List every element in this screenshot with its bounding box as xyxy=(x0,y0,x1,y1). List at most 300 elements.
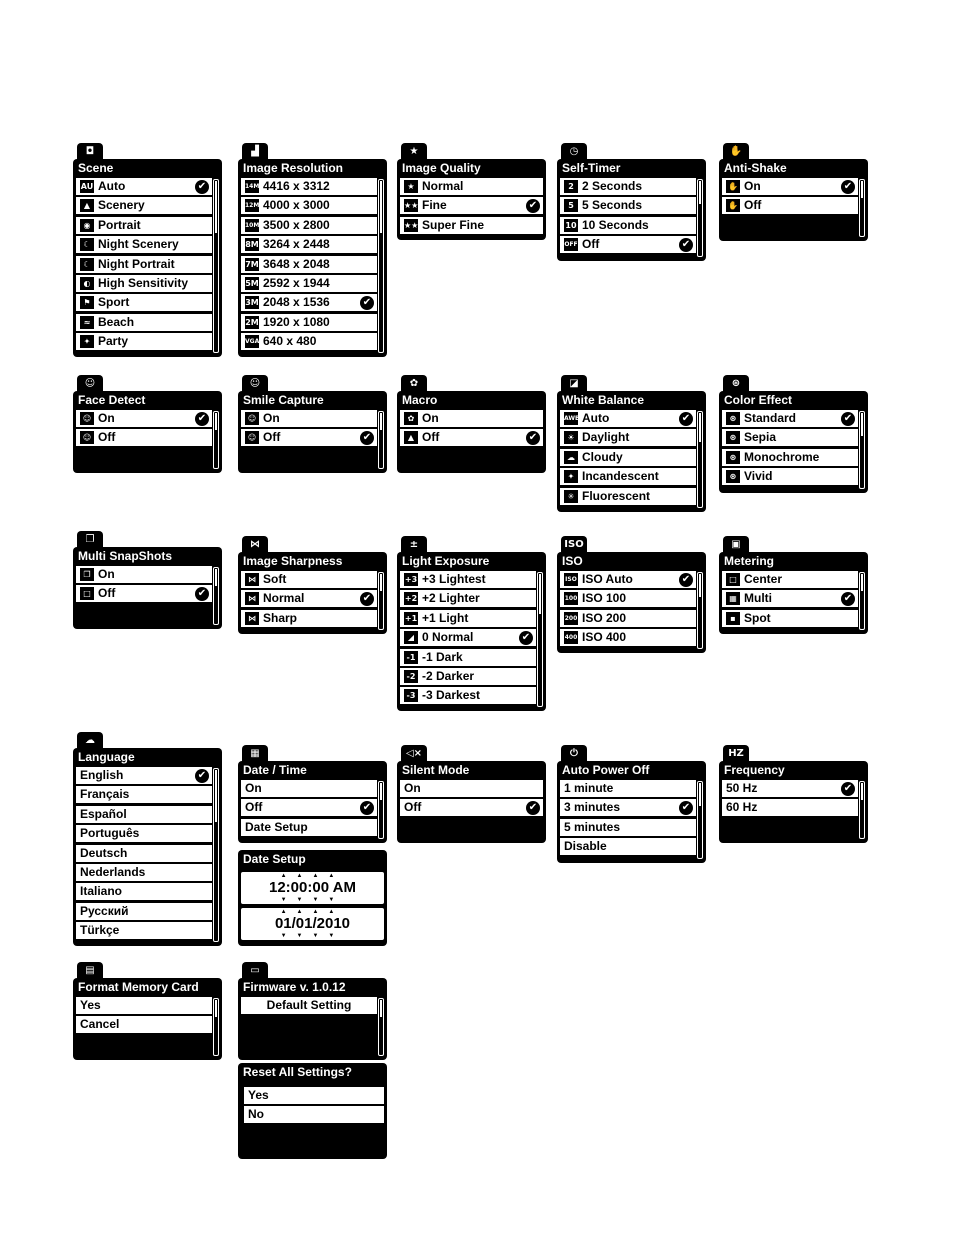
check-icon: ✔ xyxy=(679,801,693,815)
check-icon: ✔ xyxy=(526,199,540,213)
light-exposure-option-label: -3 Darkest xyxy=(422,688,481,703)
auto-power-off-option-label: 5 minutes xyxy=(564,819,621,834)
scene-option-label: Night Portrait xyxy=(98,256,175,271)
language-option-label: Italiano xyxy=(80,884,123,899)
white-balance-option-label: Auto xyxy=(582,411,610,425)
auto-power-off-scrollbar[interactable] xyxy=(697,781,703,859)
image-sharpness-option-normal[interactable] xyxy=(241,590,377,607)
check-icon: ✔ xyxy=(195,412,209,426)
image-resolution-option-3264-x-2448[interactable] xyxy=(241,236,377,253)
smile-capture-item-list xyxy=(241,410,377,449)
light-exposure-option--1-light[interactable] xyxy=(400,610,536,627)
self-timer-option-label: 10 Seconds xyxy=(582,217,649,232)
scene-option-icon: ✦ xyxy=(80,335,94,348)
frequency-item-list xyxy=(722,780,858,819)
color-effect-option-standard[interactable] xyxy=(722,410,858,427)
date-setup-date-field[interactable] xyxy=(241,908,384,940)
image-resolution-option-2592-x-1944[interactable] xyxy=(241,275,377,292)
white-balance-option-incandescent[interactable] xyxy=(560,468,696,485)
light-exposure-option-0-normal[interactable] xyxy=(400,629,536,646)
color-effect-scrollbar[interactable] xyxy=(859,411,865,489)
language-option-nederlands[interactable] xyxy=(76,864,212,881)
iso-title: ISO xyxy=(562,554,583,568)
frequency-menu xyxy=(719,747,868,843)
iso-option-iso-200[interactable] xyxy=(560,610,696,627)
scene-option-portrait[interactable] xyxy=(76,217,212,234)
format-memory-card-option-label: Cancel xyxy=(80,1017,120,1032)
scene-option-beach[interactable] xyxy=(76,314,212,331)
multi-snapshots-option-on[interactable] xyxy=(76,566,212,583)
language-option-label: Nederlands xyxy=(80,864,146,879)
light-exposure-option-icon: +2 xyxy=(404,594,418,604)
check-icon: ✔ xyxy=(519,631,533,645)
date-setup-time-value: 12:00:00 AM xyxy=(269,879,356,896)
auto-power-off-option-disable[interactable] xyxy=(560,838,696,855)
date-time-menu xyxy=(238,747,387,843)
white-balance-item-list xyxy=(560,410,696,507)
date-time-title: Date / Time xyxy=(243,763,307,777)
scene-option-icon: ◉ xyxy=(80,219,94,232)
anti-shake-menu xyxy=(719,145,868,241)
face-detect-option-icon: ☺ xyxy=(80,431,94,444)
white-balance-option-icon: AWB xyxy=(564,412,578,425)
image-sharpness-item-list xyxy=(241,571,377,629)
iso-option-label: ISO 100 xyxy=(582,591,627,606)
reset-all-menu xyxy=(238,1063,387,1159)
metering-menu xyxy=(719,538,868,634)
smile-capture-scrollbar[interactable] xyxy=(378,411,384,469)
image-sharpness-option-soft[interactable] xyxy=(241,571,377,588)
anti-shake-tab-icon[interactable]: ✋ xyxy=(723,143,749,159)
metering-tab-icon[interactable]: ▣ xyxy=(723,536,749,552)
iso-scrollbar[interactable] xyxy=(697,572,703,649)
color-effect-option-label: Standard xyxy=(744,411,797,425)
white-balance-tab-icon[interactable]: ◪ xyxy=(561,375,587,391)
format-memory-card-option-cancel[interactable] xyxy=(76,1016,212,1033)
scene-option-auto[interactable] xyxy=(76,178,212,195)
image-resolution-option-icon: 5M xyxy=(245,278,259,288)
language-option-deutsch[interactable] xyxy=(76,845,212,862)
scene-option-icon: ◐ xyxy=(80,277,94,290)
scene-option-label: High Sensitivity xyxy=(98,275,189,290)
anti-shake-option-label: Off xyxy=(744,198,762,213)
light-exposure-item-list xyxy=(400,571,536,707)
check-icon: ✔ xyxy=(679,412,693,426)
language-item-list xyxy=(76,767,212,942)
light-exposure-option--3-lightest[interactable] xyxy=(400,571,536,588)
macro-option-on[interactable] xyxy=(400,410,543,427)
iso-option-icon: 100 xyxy=(564,592,578,605)
language-option-t-rk-e[interactable] xyxy=(76,922,212,939)
image-resolution-option-3500-x-2800[interactable] xyxy=(241,217,377,234)
language-option-label: Deutsch xyxy=(80,845,128,860)
format-memory-card-scrollbar[interactable] xyxy=(213,998,219,1056)
self-timer-item-list xyxy=(560,178,696,256)
down-arrow-icons[interactable]: ▼▼▼▼ xyxy=(280,933,345,939)
white-balance-option-label: Fluorescent xyxy=(582,488,651,503)
auto-power-off-option-label: 1 minute xyxy=(564,781,614,795)
auto-power-off-option-label: 3 minutes xyxy=(564,800,621,815)
metering-option-icon: ▦ xyxy=(726,592,740,605)
scene-option-high-sensitivity[interactable] xyxy=(76,275,212,292)
scene-option-night-scenery[interactable] xyxy=(76,236,212,253)
smile-capture-option-label: Off xyxy=(263,430,281,445)
reset-all-title: Reset All Settings? xyxy=(243,1065,352,1079)
metering-option-icon: ▪ xyxy=(726,612,740,625)
date-time-option-on[interactable] xyxy=(241,780,377,797)
white-balance-option-icon: ☀ xyxy=(564,431,578,444)
down-arrow-icons[interactable]: ▼▼▼▼ xyxy=(280,897,345,903)
face-detect-tab-icon[interactable]: ☺ xyxy=(77,375,103,391)
white-balance-option-auto[interactable] xyxy=(560,410,696,427)
white-balance-scrollbar[interactable] xyxy=(697,411,703,508)
self-timer-option-label: 2 Seconds xyxy=(582,179,643,193)
self-timer-title: Self-Timer xyxy=(562,161,621,175)
light-exposure-option-label: -1 Dark xyxy=(422,649,463,664)
auto-power-off-option-5-minutes[interactable] xyxy=(560,819,696,836)
multi-snapshots-title: Multi SnapShots xyxy=(78,549,172,563)
up-arrow-icons[interactable]: ▲▲▲▲ xyxy=(280,909,345,915)
language-option-english[interactable] xyxy=(76,767,212,784)
date-time-option-label: Date Setup xyxy=(245,819,308,834)
date-time-tab-icon[interactable]: ▦ xyxy=(242,745,268,761)
iso-option-icon: 200 xyxy=(564,612,578,625)
face-detect-option-off[interactable] xyxy=(76,429,212,446)
light-exposure-option-label: +1 Light xyxy=(422,610,469,625)
anti-shake-option-on[interactable] xyxy=(722,178,858,195)
format-memory-card-tab-icon[interactable]: ▤ xyxy=(77,962,103,978)
date-time-option-label: Off xyxy=(245,800,263,815)
multi-snapshots-option-label: Off xyxy=(98,586,116,601)
auto-power-off-option-3-minutes[interactable] xyxy=(560,799,696,816)
check-icon: ✔ xyxy=(360,592,374,606)
scene-option-label: Beach xyxy=(98,314,135,329)
silent-mode-option-on[interactable] xyxy=(400,780,543,797)
auto-power-off-tab-icon[interactable]: ⏻ xyxy=(561,745,587,761)
language-title: Language xyxy=(78,750,135,764)
image-resolution-option-label: 4416 x 3312 xyxy=(263,179,330,193)
iso-option-label: ISO 400 xyxy=(582,630,627,645)
firmware-menu xyxy=(238,964,387,1060)
metering-option-multi[interactable] xyxy=(722,590,858,607)
color-effect-title: Color Effect xyxy=(724,393,793,407)
image-resolution-option-icon: 8M xyxy=(245,240,259,250)
frequency-scrollbar[interactable] xyxy=(859,781,865,839)
image-resolution-option-4416-x-3312[interactable] xyxy=(241,178,377,195)
silent-mode-option-label: On xyxy=(404,781,421,795)
light-exposure-option--2-lighter[interactable] xyxy=(400,590,536,607)
language-option-portugu-s[interactable] xyxy=(76,825,212,842)
self-timer-tab-icon[interactable]: ◷ xyxy=(561,143,587,159)
reset-all-option-label: No xyxy=(248,1107,264,1122)
language-option-espa-ol[interactable] xyxy=(76,806,212,823)
scene-option-party[interactable] xyxy=(76,333,212,350)
light-exposure-option-label: +2 Lighter xyxy=(422,591,480,606)
language-menu xyxy=(73,734,222,946)
image-resolution-item-list xyxy=(241,178,377,353)
date-time-item-list xyxy=(241,780,377,838)
iso-option-iso-400[interactable] xyxy=(560,629,696,646)
white-balance-option-fluorescent[interactable] xyxy=(560,488,696,505)
image-resolution-option-1920-x-1080[interactable] xyxy=(241,314,377,331)
image-resolution-option-2048-x-1536[interactable] xyxy=(241,294,377,311)
scene-option-icon: ☾ xyxy=(80,238,94,251)
image-resolution-option-icon: 3M xyxy=(245,298,259,308)
image-quality-option-fine[interactable] xyxy=(400,197,543,214)
date-time-option-label: On xyxy=(245,781,262,795)
date-time-option-date-setup[interactable] xyxy=(241,819,377,836)
white-balance-option-label: Daylight xyxy=(582,430,630,445)
multi-snapshots-option-off[interactable] xyxy=(76,585,212,602)
self-timer-option-5-seconds[interactable] xyxy=(560,197,696,214)
scene-option-sport[interactable] xyxy=(76,294,212,311)
image-quality-tab-icon[interactable]: ★ xyxy=(401,143,427,159)
silent-mode-option-off[interactable] xyxy=(400,799,543,816)
smile-capture-option-icon: ☺ xyxy=(245,431,259,444)
reset-all-option-no[interactable] xyxy=(244,1106,384,1123)
check-icon: ✔ xyxy=(841,592,855,606)
color-effect-option-icon: ⊛ xyxy=(726,412,740,425)
image-resolution-option-label: 3264 x 2448 xyxy=(263,237,330,252)
face-detect-scrollbar[interactable] xyxy=(213,411,219,469)
image-sharpness-option-sharp[interactable] xyxy=(241,610,377,627)
self-timer-option-2-seconds[interactable] xyxy=(560,178,696,195)
light-exposure-option--1-dark[interactable] xyxy=(400,649,536,666)
date-time-option-off[interactable] xyxy=(241,799,377,816)
check-icon: ✔ xyxy=(841,782,855,796)
white-balance-option-icon: ✦ xyxy=(564,470,578,483)
iso-item-list xyxy=(560,571,696,649)
image-quality-option-normal[interactable] xyxy=(400,178,543,195)
metering-option-label: Spot xyxy=(744,610,771,625)
scene-option-icon: ⚑ xyxy=(80,296,94,309)
anti-shake-option-icon: ✋ xyxy=(726,180,740,193)
anti-shake-option-off[interactable] xyxy=(722,197,858,214)
light-exposure-option-icon: -3 xyxy=(404,689,418,702)
image-sharpness-menu xyxy=(238,538,387,634)
iso-option-label: ISO 200 xyxy=(582,610,627,625)
self-timer-scrollbar[interactable] xyxy=(697,179,703,257)
image-quality-option-icon: ★★ xyxy=(404,201,419,211)
color-effect-option-label: Monochrome xyxy=(744,449,820,464)
image-resolution-option-icon: 10M xyxy=(245,219,259,232)
silent-mode-tab-icon[interactable]: ◁× xyxy=(401,745,427,761)
language-option--[interactable] xyxy=(76,903,212,920)
firmware-tab-icon[interactable]: ▭ xyxy=(242,962,268,978)
date-time-scrollbar[interactable] xyxy=(378,781,384,839)
anti-shake-scrollbar[interactable] xyxy=(859,179,865,237)
metering-item-list xyxy=(722,571,858,629)
multi-snapshots-scrollbar[interactable] xyxy=(213,567,219,625)
white-balance-option-cloudy[interactable] xyxy=(560,449,696,466)
self-timer-option-icon: 10 xyxy=(565,220,577,230)
image-resolution-option-icon: 2M xyxy=(245,317,259,327)
check-icon: ✔ xyxy=(360,431,374,445)
language-option-label: Türkçe xyxy=(80,923,120,938)
language-tab-icon[interactable]: ☁ xyxy=(77,732,103,748)
smile-capture-option-off[interactable] xyxy=(241,429,377,446)
image-resolution-option-icon: 12M xyxy=(245,199,259,212)
anti-shake-title: Anti-Shake xyxy=(724,161,787,175)
scene-option-icon: AU xyxy=(80,182,94,191)
face-detect-option-icon: ☺ xyxy=(80,412,94,425)
face-detect-item-list xyxy=(76,410,212,449)
iso-tab-icon[interactable]: ISO xyxy=(561,536,587,552)
frequency-option-label: 60 Hz xyxy=(726,800,758,815)
self-timer-option-off[interactable] xyxy=(560,236,696,253)
color-effect-option-monochrome[interactable] xyxy=(722,449,858,466)
image-sharpness-tab-icon[interactable]: ⋈ xyxy=(242,536,268,552)
language-scrollbar[interactable] xyxy=(213,768,219,942)
image-quality-item-list xyxy=(400,178,543,236)
date-setup-time-field[interactable] xyxy=(241,872,384,904)
scene-option-label: Portrait xyxy=(98,217,141,232)
iso-menu xyxy=(557,538,706,653)
check-icon: ✔ xyxy=(195,769,209,783)
check-icon: ✔ xyxy=(360,296,374,310)
white-balance-option-daylight[interactable] xyxy=(560,429,696,446)
metering-option-label: Center xyxy=(744,572,783,586)
reset-all-item-list xyxy=(244,1087,384,1126)
firmware-option-label: Default Setting xyxy=(266,998,352,1012)
format-memory-card-menu xyxy=(73,964,222,1060)
light-exposure-option-label: 0 Normal xyxy=(422,630,474,645)
auto-power-off-menu xyxy=(557,747,706,863)
light-exposure-scrollbar[interactable] xyxy=(537,572,543,707)
light-exposure-option--3-darkest[interactable] xyxy=(400,687,536,704)
metering-option-spot[interactable] xyxy=(722,610,858,627)
silent-mode-option-label: Off xyxy=(404,800,422,815)
self-timer-option-label: Off xyxy=(582,237,600,252)
language-option-fran-ais[interactable] xyxy=(76,786,212,803)
up-arrow-icons[interactable]: ▲▲▲▲ xyxy=(280,873,345,879)
color-effect-option-vivid[interactable] xyxy=(722,468,858,485)
smile-capture-option-on[interactable] xyxy=(241,410,377,427)
multi-snapshots-option-icon: ❐ xyxy=(80,568,94,581)
reset-all-option-yes[interactable] xyxy=(244,1087,384,1104)
image-sharpness-scrollbar[interactable] xyxy=(378,572,384,630)
language-option-label: Русский xyxy=(80,903,129,918)
self-timer-option-icon: 5 xyxy=(564,199,578,212)
image-resolution-option-label: 3648 x 2048 xyxy=(263,256,330,271)
image-resolution-option-icon: 14M xyxy=(245,180,259,193)
self-timer-option-icon: 2 xyxy=(564,180,578,193)
silent-mode-item-list xyxy=(400,780,543,819)
metering-scrollbar[interactable] xyxy=(859,572,865,630)
auto-power-off-title: Auto Power Off xyxy=(562,763,650,777)
image-quality-option-icon: ★ xyxy=(404,180,418,193)
check-icon: ✔ xyxy=(195,180,209,194)
scene-option-label: Sport xyxy=(98,295,130,310)
language-option-label: Português xyxy=(80,826,140,841)
self-timer-option-10-seconds[interactable] xyxy=(560,217,696,234)
image-resolution-option-label: 2592 x 1944 xyxy=(263,275,330,290)
format-memory-card-option-label: Yes xyxy=(80,998,101,1012)
color-effect-option-icon: ⊛ xyxy=(726,451,740,464)
image-resolution-option-label: 1920 x 1080 xyxy=(263,314,330,329)
color-effect-option-icon: ⊛ xyxy=(726,431,740,444)
date-setup-title: Date Setup xyxy=(243,852,306,866)
image-quality-option-label: Fine xyxy=(422,198,447,213)
white-balance-option-icon: ✳ xyxy=(564,490,578,503)
macro-item-list xyxy=(400,410,543,449)
scene-item-list xyxy=(76,178,212,353)
light-exposure-option-icon: +3 xyxy=(404,575,418,584)
reset-all-option-label: Yes xyxy=(248,1088,269,1102)
auto-power-off-option-1-minute[interactable] xyxy=(560,780,696,797)
iso-option-icon: ISO xyxy=(564,573,578,586)
image-resolution-option-3648-x-2048[interactable] xyxy=(241,256,377,273)
white-balance-option-label: Incandescent xyxy=(582,469,659,484)
metering-title: Metering xyxy=(724,554,775,568)
white-balance-option-icon: ☁ xyxy=(564,451,578,464)
image-resolution-scrollbar[interactable] xyxy=(378,179,384,353)
smile-capture-option-icon: ☺ xyxy=(245,412,259,425)
language-option-italiano[interactable] xyxy=(76,883,212,900)
multi-snapshots-tab-icon[interactable]: ❐ xyxy=(77,531,103,547)
silent-mode-title: Silent Mode xyxy=(402,763,470,777)
face-detect-option-on[interactable] xyxy=(76,410,212,427)
frequency-option-60-hz[interactable] xyxy=(722,799,858,816)
scene-option-scenery[interactable] xyxy=(76,197,212,214)
firmware-scrollbar[interactable] xyxy=(378,998,384,1056)
image-quality-title: Image Quality xyxy=(402,161,481,175)
anti-shake-item-list xyxy=(722,178,858,217)
metering-option-center[interactable] xyxy=(722,571,858,588)
multi-snapshots-item-list xyxy=(76,566,212,605)
macro-option-icon: ▲ xyxy=(404,431,418,444)
scene-scrollbar[interactable] xyxy=(213,179,219,353)
iso-option-iso-auto[interactable] xyxy=(560,571,696,588)
iso-option-iso-100[interactable] xyxy=(560,590,696,607)
image-quality-option-label: Normal xyxy=(422,179,464,193)
firmware-option-default-setting[interactable] xyxy=(241,997,377,1014)
macro-tab-icon[interactable]: ✿ xyxy=(401,375,427,391)
image-resolution-tab-icon[interactable]: ▟ xyxy=(242,143,268,159)
scene-title: Scene xyxy=(78,161,114,175)
smile-capture-menu xyxy=(238,377,387,473)
image-quality-option-label: Super Fine xyxy=(422,217,485,232)
white-balance-menu xyxy=(557,377,706,512)
color-effect-item-list xyxy=(722,410,858,488)
color-effect-option-sepia[interactable] xyxy=(722,429,858,446)
language-option-label: Français xyxy=(80,787,130,802)
face-detect-option-label: Off xyxy=(98,430,116,445)
light-exposure-option--2-darker[interactable] xyxy=(400,668,536,685)
white-balance-option-label: Cloudy xyxy=(582,449,623,464)
check-icon: ✔ xyxy=(526,801,540,815)
color-effect-tab-icon[interactable]: ⊛ xyxy=(723,375,749,391)
scene-tab-icon[interactable]: ◘ xyxy=(77,143,103,159)
multi-snapshots-option-label: On xyxy=(98,567,115,581)
macro-option-off[interactable] xyxy=(400,429,543,446)
smile-capture-tab-icon[interactable]: ☺ xyxy=(242,375,268,391)
macro-option-label: On xyxy=(422,411,439,425)
image-quality-option-icon: ★★ xyxy=(404,220,419,230)
format-memory-card-option-yes[interactable] xyxy=(76,997,212,1014)
scene-option-label: Auto xyxy=(98,179,126,193)
color-effect-menu xyxy=(719,377,868,493)
image-sharpness-option-label: Sharp xyxy=(263,610,298,625)
light-exposure-tab-icon[interactable]: ± xyxy=(401,536,427,552)
frequency-tab-icon[interactable]: HZ xyxy=(723,745,749,761)
image-resolution-option-4000-x-3000[interactable] xyxy=(241,197,377,214)
frequency-option-50-hz[interactable] xyxy=(722,780,858,797)
image-quality-option-super-fine[interactable] xyxy=(400,217,543,234)
image-resolution-option-640-x-480[interactable] xyxy=(241,333,377,350)
image-resolution-option-label: 4000 x 3000 xyxy=(263,198,330,213)
scene-option-night-portrait[interactable] xyxy=(76,256,212,273)
